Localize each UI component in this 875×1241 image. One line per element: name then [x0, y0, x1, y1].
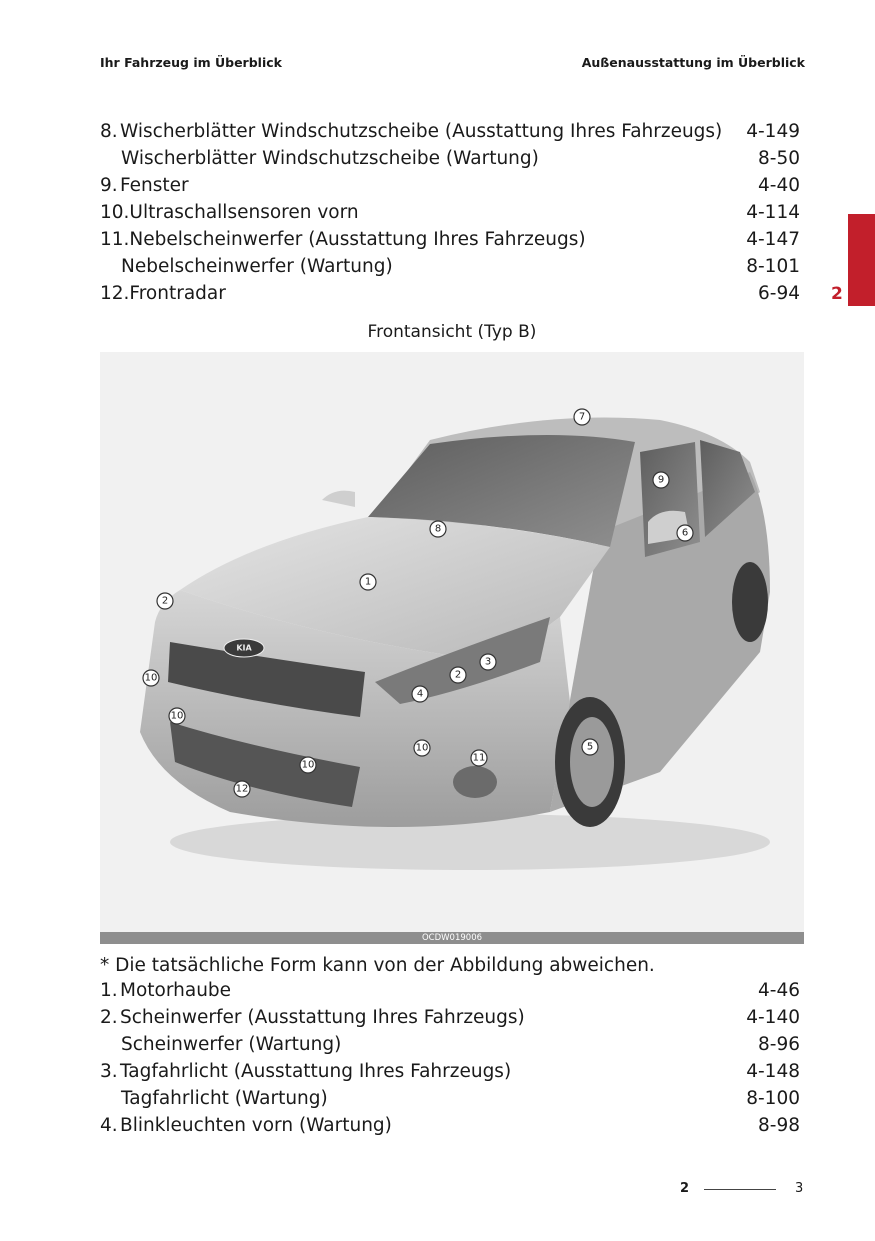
brand-logo-text: KIA	[236, 643, 252, 653]
list-item	[100, 1112, 800, 1139]
svg-text:2: 2	[454, 669, 462, 681]
item-number: 8.	[100, 121, 118, 142]
item-label: Scheinwerfer (Ausstattung Ihres Fahrzeugs)	[120, 1007, 525, 1028]
rear-wheel	[732, 562, 768, 642]
svg-text:3: 3	[484, 656, 492, 668]
svg-text:10: 10	[170, 710, 184, 722]
callout-5	[582, 739, 598, 755]
svg-text:6: 6	[681, 527, 689, 539]
item-label: Wischerblätter Windschutzscheibe (Wartung)	[121, 148, 539, 169]
top-item-list	[100, 118, 800, 307]
item-label: Blinkleuchten vorn (Wartung)	[120, 1115, 392, 1136]
item-label: Frontradar	[129, 283, 226, 304]
callout-2-left	[157, 593, 173, 609]
svg-text:8: 8	[434, 523, 442, 535]
figure-code: OCDW019006	[421, 933, 483, 943]
item-label: Motorhaube	[120, 980, 232, 1001]
item-label: Wischerblätter Windschutzscheibe (Ausstattung Ihres Fahrzeugs)	[120, 121, 723, 142]
callout-11	[471, 750, 487, 766]
item-page: 4-149	[746, 121, 800, 142]
svg-text:5: 5	[586, 741, 594, 753]
callout-10-d	[414, 740, 430, 756]
list-item	[100, 172, 800, 199]
header-left-title: Ihr Fahrzeug im Überblick	[100, 55, 282, 70]
callout-2-headlight	[450, 667, 466, 683]
callout-4	[412, 686, 428, 702]
callout-7	[574, 409, 590, 425]
chapter-tab	[848, 214, 875, 306]
item-label: Ultraschallsensoren vorn	[129, 202, 359, 223]
item-number: 3.	[100, 1061, 118, 1082]
svg-text:2: 2	[161, 595, 169, 607]
callout-9	[653, 472, 669, 488]
list-item	[100, 1058, 800, 1085]
figure-caption: Frontansicht (Typ B)	[367, 322, 537, 342]
list-item	[100, 145, 800, 172]
item-page: 4-147	[746, 229, 800, 250]
list-item	[100, 199, 800, 226]
item-page: 8-100	[746, 1088, 800, 1109]
svg-text:10: 10	[144, 672, 158, 684]
bottom-item-list	[100, 977, 800, 1139]
item-number: 11.	[100, 229, 130, 250]
footer-chapter-number: 2	[680, 1181, 690, 1196]
callout-8	[430, 521, 446, 537]
item-label: Nebelscheinwerfer (Ausstattung Ihres Fahrzeugs)	[129, 229, 586, 250]
callout-10-a	[143, 670, 159, 686]
callout-12	[234, 781, 250, 797]
item-number: 9.	[100, 175, 118, 196]
item-page: 4-140	[746, 1007, 800, 1028]
item-page: 4-40	[758, 175, 800, 196]
callout-1	[360, 574, 376, 590]
item-page: 6-94	[758, 283, 800, 304]
chapter-tab-number: 2	[831, 284, 843, 304]
svg-text:10: 10	[301, 759, 315, 771]
callout-3	[480, 654, 496, 670]
svg-text:7: 7	[578, 411, 586, 423]
item-page: 4-46	[758, 980, 800, 1001]
car-illustration	[100, 352, 804, 932]
item-page: 4-148	[746, 1061, 800, 1082]
callout-10-b	[169, 708, 185, 724]
item-page: 8-98	[758, 1115, 800, 1136]
svg-text:11: 11	[472, 752, 486, 764]
fog-light	[453, 766, 497, 798]
item-number: 4.	[100, 1115, 118, 1136]
disclaimer-note: * Die tatsächliche Form kann von der Abbildung abweichen.	[100, 955, 655, 976]
list-item	[100, 280, 800, 307]
car-front-view-figure	[100, 352, 804, 944]
item-page: 8-50	[758, 148, 800, 169]
list-item	[100, 226, 800, 253]
header-right-title: Außenausstattung im Überblick	[581, 55, 805, 70]
item-label: Tagfahrlicht (Ausstattung Ihres Fahrzeugs)	[120, 1061, 512, 1082]
svg-text:1: 1	[364, 576, 372, 588]
side-mirror-left	[322, 491, 355, 507]
list-item	[100, 977, 800, 1004]
item-number: 2.	[100, 1007, 118, 1028]
item-page: 8-96	[758, 1034, 800, 1055]
footer-page-number: 3	[795, 1181, 804, 1196]
item-label: Nebelscheinwerfer (Wartung)	[121, 256, 393, 277]
footer-divider	[704, 1189, 776, 1190]
list-item	[100, 253, 800, 280]
item-number: 1.	[100, 980, 118, 1001]
item-page: 4-114	[746, 202, 800, 223]
list-item	[100, 1031, 800, 1058]
svg-text:9: 9	[657, 474, 665, 486]
item-label: Tagfahrlicht (Wartung)	[121, 1088, 328, 1109]
svg-text:10: 10	[415, 742, 429, 754]
front-rim	[570, 717, 614, 807]
item-number: 12.	[100, 283, 130, 304]
list-item	[100, 118, 800, 145]
item-page: 8-101	[746, 256, 800, 277]
item-number: 10.	[100, 202, 130, 223]
list-item	[100, 1004, 800, 1031]
callout-10-c	[300, 757, 316, 773]
svg-text:12: 12	[235, 783, 249, 795]
list-item	[100, 1085, 800, 1112]
item-label: Fenster	[120, 175, 189, 196]
callout-6	[677, 525, 693, 541]
item-label: Scheinwerfer (Wartung)	[121, 1034, 342, 1055]
svg-text:4: 4	[416, 688, 424, 700]
